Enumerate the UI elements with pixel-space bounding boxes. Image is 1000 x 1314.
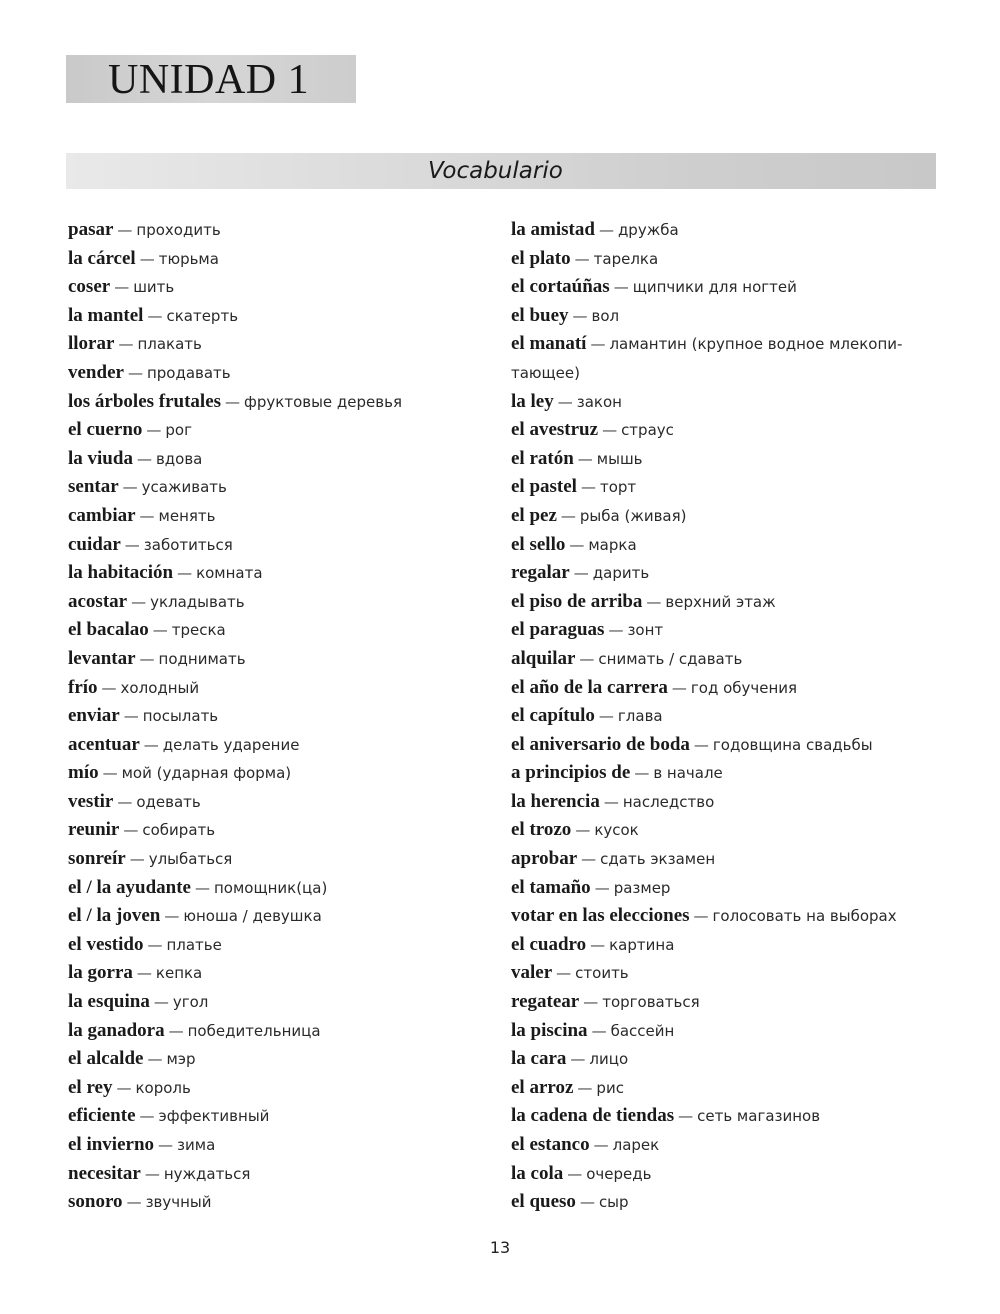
- separator-dash: —: [139, 649, 155, 668]
- vocabulary-entry: [68, 388, 488, 417]
- vocabulary-term: el avestruz: [511, 419, 599, 441]
- vocabulary-term: acentuar: [68, 733, 140, 755]
- vocabulary-entry: [68, 816, 488, 845]
- vocabulary-term: el bacalao: [68, 619, 149, 641]
- separator-dash: —: [122, 478, 138, 497]
- separator-dash: —: [126, 1193, 142, 1212]
- separator-dash: —: [164, 907, 180, 926]
- separator-dash: —: [102, 764, 118, 783]
- vocabulary-entry: [68, 416, 488, 445]
- vocabulary-term: el ratón: [511, 447, 574, 469]
- separator-dash: —: [139, 506, 155, 525]
- vocabulary-term: la cola: [511, 1162, 564, 1184]
- vocabulary-entry: [511, 874, 951, 903]
- vocabulary-entry: [511, 1188, 951, 1217]
- vocabulary-term: regalar: [511, 562, 570, 584]
- vocabulary-translation: верхний этаж: [665, 592, 776, 611]
- separator-dash: —: [117, 221, 133, 239]
- vocabulary-entry: [68, 959, 488, 988]
- vocabulary-term: la ley: [511, 390, 554, 412]
- vocabulary-translation: наследство: [622, 792, 715, 811]
- separator-dash: —: [678, 1107, 694, 1126]
- vocabulary-entry: [68, 502, 488, 531]
- vocabulary-term: el pastel: [511, 476, 577, 498]
- vocabulary-translation: дружба: [617, 221, 679, 239]
- vocabulary-term: cuidar: [68, 533, 121, 555]
- vocabulary-entry: [68, 216, 488, 245]
- vocabulary-term: el invierno: [68, 1134, 155, 1155]
- separator-dash: —: [168, 1021, 184, 1040]
- vocabulary-entry: [511, 788, 951, 817]
- vocabulary-term: reunir: [68, 819, 120, 841]
- vocabulary-entry: [68, 788, 488, 817]
- vocabulary-entry: [68, 359, 488, 388]
- vocabulary-translation: угол: [172, 993, 209, 1012]
- vocabulary-entry: [511, 1160, 951, 1189]
- separator-dash: —: [608, 621, 624, 640]
- vocabulary-translation: шить: [133, 278, 175, 297]
- vocabulary-term: acostar: [68, 590, 128, 612]
- separator-dash: —: [139, 249, 155, 268]
- vocabulary-translation: кусок: [594, 821, 639, 840]
- vocabulary-term: los árboles frutales: [68, 390, 222, 412]
- separator-dash: —: [118, 335, 134, 354]
- vocabulary-entry: [68, 559, 488, 588]
- vocabulary-translation: картина: [609, 935, 675, 954]
- vocabulary-entry: [511, 616, 951, 645]
- separator-dash: —: [574, 249, 590, 268]
- separator-dash: —: [101, 678, 117, 697]
- vocabulary-entry: [511, 845, 951, 874]
- vocabulary-term: regatear: [511, 991, 580, 1013]
- vocabulary-term: vender: [68, 361, 124, 383]
- vocabulary-entry: [511, 531, 951, 560]
- vocabulary-term: levantar: [68, 647, 136, 669]
- separator-dash: —: [591, 1021, 607, 1040]
- vocabulary-translation: продавать: [146, 363, 231, 382]
- vocabulary-term: la habitación: [68, 562, 174, 584]
- vocabulary-term: a principios de: [511, 762, 631, 784]
- vocabulary-translation: усаживать: [141, 478, 227, 497]
- vocabulary-term: el cortaúñas: [511, 276, 610, 298]
- vocabulary-term: el / la ayudante: [68, 876, 191, 898]
- vocabulary-entry: [511, 702, 951, 731]
- vocabulary-term: llorar: [68, 333, 115, 355]
- vocabulary-translation: сыр: [598, 1193, 629, 1212]
- unit-title: UNIDAD 1: [108, 57, 310, 103]
- vocabulary-term: el estanco: [511, 1134, 590, 1155]
- vocabulary-translation: зонт: [627, 621, 664, 640]
- vocabulary-translation: вдова: [155, 449, 203, 468]
- vocabulary-translation: заботиться: [143, 535, 233, 554]
- separator-dash: —: [139, 1107, 155, 1126]
- separator-dash: —: [152, 621, 168, 640]
- vocabulary-translation: торговаться: [602, 993, 700, 1012]
- vocabulary-translation: делать ударение: [162, 735, 300, 754]
- vocabulary-entry: [511, 502, 951, 531]
- vocabulary-entry: [511, 1131, 951, 1160]
- vocabulary-translation: фруктовые деревья: [244, 392, 402, 411]
- vocabulary-term: el trozo: [511, 819, 572, 841]
- vocabulary-term: enviar: [68, 705, 120, 727]
- vocabulary-entry: [511, 931, 951, 960]
- section-title: Vocabulario: [428, 158, 563, 184]
- vocabulary-entry: [68, 1017, 488, 1046]
- vocabulary-entry: [511, 388, 951, 417]
- vocabulary-entry: [68, 731, 488, 760]
- vocabulary-entry: [511, 988, 951, 1017]
- vocabulary-entry: [511, 816, 951, 845]
- vocabulary-translation: собирать: [142, 821, 216, 840]
- vocabulary-term: mío: [68, 762, 99, 784]
- separator-dash: —: [177, 564, 193, 583]
- vocabulary-entry: [68, 1102, 488, 1131]
- vocabulary-term: frío: [68, 676, 98, 698]
- vocabulary-entry: [511, 216, 951, 245]
- vocabulary-term: el sello: [511, 533, 566, 555]
- page-number: 13: [489, 1238, 511, 1257]
- vocabulary-translation: нуждаться: [163, 1164, 251, 1183]
- vocabulary-term: el año de la carrera: [511, 676, 668, 698]
- vocabulary-translation: скатерть: [166, 306, 239, 325]
- vocabulary-entry: [68, 1160, 488, 1189]
- vocabulary-term: el cuadro: [511, 933, 587, 955]
- separator-dash: —: [572, 306, 588, 325]
- vocabulary-term: la herencia: [511, 790, 600, 812]
- vocabulary-term: el paraguas: [511, 619, 605, 641]
- separator-dash: —: [613, 278, 629, 297]
- vocabulary-term: el / la joven: [68, 905, 161, 927]
- separator-dash: —: [144, 1164, 160, 1183]
- vocabulary-term: la gorra: [68, 962, 133, 984]
- vocabulary-term: el pez: [511, 504, 557, 526]
- separator-dash: —: [575, 821, 591, 840]
- vocabulary-translation: ларек: [612, 1136, 660, 1154]
- vocabulary-term: aprobar: [511, 848, 578, 870]
- vocabulary-term: el manatí: [511, 333, 587, 355]
- separator-dash: —: [580, 478, 596, 497]
- vocabulary-entry: [68, 988, 488, 1017]
- separator-dash: —: [590, 335, 606, 354]
- vocabulary-entry: [511, 330, 951, 359]
- vocabulary-translation: победительница: [187, 1021, 321, 1040]
- vocabulary-translation: лицо: [589, 1050, 629, 1069]
- vocabulary-entry: [68, 330, 488, 359]
- separator-dash: —: [136, 964, 152, 983]
- vocabulary-translation: тарелка: [593, 249, 659, 268]
- separator-dash: —: [579, 649, 595, 668]
- vocabulary-translation: звучный: [145, 1193, 212, 1212]
- vocabulary-translation: бассейн: [610, 1021, 675, 1040]
- vocabulary-term: coser: [68, 276, 111, 298]
- vocabulary-entry: [68, 702, 488, 731]
- vocabulary-translation: в начале: [653, 764, 723, 783]
- vocabulary-translation: тюрьма: [158, 249, 219, 268]
- vocabulary-entry: [511, 1102, 951, 1131]
- vocabulary-entry: [68, 1188, 488, 1217]
- separator-dash: —: [579, 1193, 595, 1212]
- vocabulary-translation: платье: [166, 935, 222, 954]
- vocabulary-entry: [511, 559, 951, 588]
- vocabulary-translation: холодный: [120, 678, 200, 697]
- vocabulary-term: el arroz: [511, 1076, 574, 1098]
- vocabulary-column-right: [511, 216, 951, 1217]
- vocabulary-entry: [511, 245, 951, 274]
- separator-dash: —: [598, 707, 614, 726]
- vocabulary-entry: [511, 1074, 951, 1103]
- vocabulary-translation: плакать: [137, 335, 202, 354]
- separator-dash: —: [603, 792, 619, 811]
- vocabulary-term: el buey: [511, 304, 569, 326]
- vocabulary-entry: [68, 1131, 488, 1160]
- vocabulary-term: cambiar: [68, 504, 136, 526]
- vocabulary-translation: дарить: [592, 564, 650, 583]
- separator-dash: —: [143, 735, 159, 754]
- vocabulary-term: el capítulo: [511, 705, 595, 727]
- vocabulary-term: el queso: [511, 1191, 576, 1213]
- separator-dash: —: [573, 564, 589, 583]
- vocabulary-term: la ganadora: [68, 1019, 165, 1041]
- vocabulary-entry: [68, 531, 488, 560]
- vocabulary-translation: глава: [617, 707, 663, 726]
- vocabulary-entry: [68, 588, 488, 617]
- vocabulary-translation: сеть магазинов: [697, 1107, 821, 1126]
- vocabulary-entry: [511, 273, 951, 302]
- vocabulary-entry: [511, 1045, 951, 1074]
- vocabulary-term: el plato: [511, 247, 571, 269]
- vocabulary-term: el aniversario de boda: [511, 733, 690, 755]
- separator-dash: —: [129, 850, 145, 869]
- vocabulary-translation: вол: [591, 306, 620, 325]
- vocabulary-translation: одевать: [136, 792, 201, 811]
- vocabulary-term: el vestido: [68, 933, 144, 955]
- vocabulary-term: la piscina: [511, 1019, 588, 1041]
- separator-dash: —: [581, 850, 597, 869]
- vocabulary-translation: размер: [613, 878, 671, 897]
- vocabulary-entry: [68, 245, 488, 274]
- separator-dash: —: [117, 792, 133, 811]
- vocabulary-translation: рыба (живая): [579, 506, 687, 525]
- vocabulary-term: la esquina: [68, 991, 150, 1013]
- separator-dash: —: [602, 421, 618, 440]
- separator-dash: —: [671, 678, 687, 697]
- vocabulary-translation: щипчики для ногтей: [632, 278, 797, 297]
- vocabulary-entry: [511, 959, 951, 988]
- vocabulary-term: la cara: [511, 1048, 567, 1070]
- separator-dash: —: [577, 1078, 593, 1097]
- vocabulary-translation: мышь: [596, 449, 643, 468]
- vocabulary-entry: [511, 588, 951, 617]
- vocabulary-term: la amistad: [511, 219, 595, 240]
- vocabulary-translation: зима: [177, 1136, 216, 1154]
- vocabulary-term: el piso de arriba: [511, 590, 643, 612]
- vocabulary-entry: [511, 674, 951, 703]
- vocabulary-entry: [511, 759, 951, 788]
- vocabulary-entry: [68, 874, 488, 903]
- vocabulary-entry: [68, 616, 488, 645]
- separator-dash: —: [136, 449, 152, 468]
- vocabulary-entry: [68, 1045, 488, 1074]
- vocabulary-translation: мой (ударная форма): [121, 764, 292, 783]
- vocabulary-term: la cadena de tiendas: [511, 1105, 675, 1127]
- separator-dash: —: [570, 1050, 586, 1069]
- vocabulary-entry: [68, 1074, 488, 1103]
- vocabulary-entry: [68, 273, 488, 302]
- separator-dash: —: [153, 993, 169, 1012]
- vocabulary-entry: [68, 473, 488, 502]
- separator-dash: —: [194, 878, 210, 897]
- vocabulary-translation: комната: [196, 564, 263, 583]
- vocabulary-translation: треска: [171, 621, 226, 640]
- separator-dash: —: [577, 449, 593, 468]
- vocabulary-entry: [68, 302, 488, 331]
- vocabulary-translation: кепка: [155, 964, 203, 983]
- separator-dash: —: [557, 392, 573, 411]
- separator-dash: —: [114, 278, 130, 297]
- separator-dash: —: [560, 506, 576, 525]
- vocabulary-term: necesitar: [68, 1162, 141, 1184]
- vocabulary-column-left: [68, 216, 488, 1217]
- vocabulary-term: el rey: [68, 1076, 113, 1098]
- separator-dash: —: [693, 907, 709, 926]
- vocabulary-entry: [68, 902, 488, 931]
- vocabulary-translation: голосовать на выборах: [712, 907, 897, 926]
- separator-dash: —: [123, 707, 139, 726]
- vocabulary-term: el alcalde: [68, 1048, 144, 1070]
- vocabulary-term: pasar: [68, 219, 114, 240]
- vocabulary-translation: ламантин (крупное водное млекопи-: [609, 335, 903, 354]
- separator-dash: —: [116, 1078, 132, 1097]
- separator-dash: —: [693, 735, 709, 754]
- vocabulary-entry: [68, 674, 488, 703]
- vocabulary-entry: [511, 473, 951, 502]
- separator-dash: —: [598, 221, 614, 239]
- vocabulary-translation: король: [135, 1078, 191, 1097]
- vocabulary-translation: менять: [158, 506, 216, 525]
- vocabulary-entry: [511, 731, 951, 760]
- vocabulary-entry: [68, 845, 488, 874]
- vocabulary-entry: [511, 902, 951, 931]
- vocabulary-translation: проходить: [136, 221, 221, 239]
- vocabulary-term: la mantel: [68, 304, 144, 326]
- vocabulary-entry: [68, 759, 488, 788]
- separator-dash: —: [146, 421, 162, 440]
- separator-dash: —: [556, 964, 572, 983]
- separator-dash: —: [127, 363, 143, 382]
- vocabulary-translation: торт: [599, 478, 637, 497]
- vocabulary-term: el cuerno: [68, 419, 143, 441]
- vocabulary-translation: сдать экзамен: [600, 850, 716, 869]
- vocabulary-translation: помощник(ца): [213, 878, 328, 897]
- vocabulary-term: la viuda: [68, 447, 133, 469]
- vocabulary-term: eficiente: [68, 1105, 136, 1127]
- vocabulary-translation: укладывать: [150, 592, 245, 611]
- vocabulary-term: sonoro: [68, 1191, 123, 1213]
- vocabulary-translation: очередь: [586, 1164, 652, 1183]
- vocabulary-translation: марка: [588, 535, 637, 554]
- separator-dash: —: [569, 535, 585, 554]
- vocabulary-translation: рог: [165, 421, 192, 440]
- vocabulary-term: valer: [511, 962, 553, 984]
- vocabulary-term: sentar: [68, 476, 119, 498]
- vocabulary-translation: страус: [621, 421, 674, 440]
- separator-dash: —: [131, 592, 147, 611]
- vocabulary-entry: [68, 645, 488, 674]
- separator-dash: —: [583, 993, 599, 1012]
- separator-dash: —: [593, 1136, 609, 1154]
- separator-dash: —: [147, 1050, 163, 1069]
- vocabulary-entry: [511, 416, 951, 445]
- vocabulary-translation: рис: [596, 1078, 624, 1097]
- vocabulary-translation: закон: [576, 392, 622, 411]
- separator-dash: —: [567, 1164, 583, 1183]
- vocabulary-translation: стоить: [575, 964, 629, 983]
- vocabulary-translation: поднимать: [158, 649, 246, 668]
- vocabulary-term: sonreír: [68, 848, 126, 870]
- vocabulary-entry: [68, 445, 488, 474]
- vocabulary-entry: [511, 1017, 951, 1046]
- separator-dash: —: [123, 821, 139, 840]
- separator-dash: —: [158, 1136, 174, 1154]
- separator-dash: —: [634, 764, 650, 783]
- vocabulary-entry: [511, 302, 951, 331]
- separator-dash: —: [594, 878, 610, 897]
- vocabulary-translation: год обучения: [690, 678, 798, 697]
- vocabulary-translation: снимать / сдавать: [598, 649, 743, 668]
- vocabulary-term: el tamaño: [511, 876, 591, 898]
- vocabulary-translation-continuation: тающее): [511, 363, 580, 382]
- vocabulary-translation: мэр: [166, 1050, 196, 1069]
- separator-dash: —: [147, 306, 163, 325]
- separator-dash: —: [147, 935, 163, 954]
- vocabulary-translation: юноша / девушка: [183, 907, 322, 926]
- separator-dash: —: [124, 535, 140, 554]
- vocabulary-translation: эффективный: [158, 1107, 270, 1126]
- separator-dash: —: [225, 392, 241, 411]
- vocabulary-term: vestir: [68, 790, 114, 812]
- vocabulary-translation: посылать: [142, 707, 219, 726]
- vocabulary-entry: [511, 645, 951, 674]
- separator-dash: —: [646, 592, 662, 611]
- vocabulary-translation: годовщина свадьбы: [712, 735, 873, 754]
- separator-dash: —: [590, 935, 606, 954]
- vocabulary-translation: улыбаться: [148, 850, 233, 869]
- vocabulary-entry: [68, 931, 488, 960]
- vocabulary-entry: [511, 445, 951, 474]
- vocabulary-term: votar en las elecciones: [511, 905, 690, 927]
- vocabulary-term: alquilar: [511, 647, 576, 669]
- vocabulary-term: la cárcel: [68, 247, 136, 269]
